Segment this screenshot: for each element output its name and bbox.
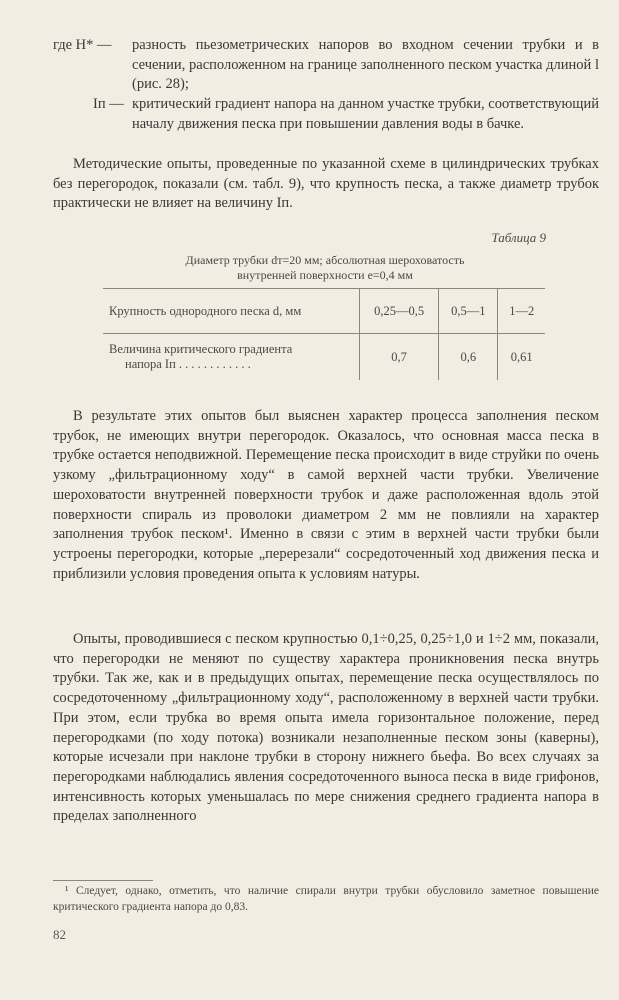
definitions-block [53, 36, 599, 135]
table-row-label-line: Величина критического градиента [109, 342, 293, 356]
footnote: ¹ Следует, однако, отметить, что наличие спирали внутри трубки обусловило заметное повышение критического градиента напора до 0,83. [53, 885, 599, 913]
table-header-line: внутренней поверхности e=0,4 мм [237, 268, 413, 282]
table-row-label-line: напора Iп . . . . . . . . . . . . [125, 357, 251, 371]
table-caption: Таблица 9 [491, 230, 546, 245]
definition-h-star [53, 36, 599, 95]
page-number: 82 [53, 927, 66, 942]
table-row [103, 289, 545, 334]
table-cell: 0,5—1 [439, 289, 498, 334]
definition-label: где H* — [53, 37, 112, 53]
table-header [110, 253, 540, 283]
definition-label: Iп — [93, 96, 124, 113]
table-cell: 0,7 [360, 334, 439, 381]
definition-text: разность пьезометрических напоров во входном сечении трубки и в сечении, расположенном на границе заполненного песком участка длиной l (рис. 28); [132, 37, 599, 93]
footnote-rule [53, 880, 153, 881]
paragraph-1: Методические опыты, проведенные по указанной схеме в цилиндрических трубках без перегородок, показали (см. табл. 9), что крупность песка, а также диаметр трубок практически не влияет на величину Iп. [53, 156, 599, 212]
table-row [103, 334, 545, 381]
table-cell: 0,25—0,5 [360, 289, 439, 334]
table-row-label [103, 334, 360, 381]
definition-i-p [53, 95, 599, 134]
data-table [103, 288, 545, 380]
paragraph-3: Опыты, проводившиеся с песком крупностью 0,1÷0,25, 0,25÷1,0 и 1÷2 мм, показали, что перегородки не меняют по существу характера проникновения песка внутрь трубки. Так же, как и в предыдущих опытах, перемещение песка осуществлялось по сосредоточенному „фильтрационному ходу“, расположенному в верхней части трубки. При этом, если трубка во время опыта имела горизонтальное положение, перед перегородками (по ходу потока) возникали незаполненные песком зоны (каверны), которые исчезали при наклоне трубки в сторону нижнего бьефа. Во всех случаях за перегородками наблюдались явления сосредоточенного выноса песка в виде грифонов, интенсивность которых уменьшалась по мере снижения среднего градиента напора в пределах заполненного [53, 631, 599, 825]
table-cell: 0,61 [498, 334, 545, 381]
table-cell: 1—2 [498, 289, 545, 334]
paragraph-2: В результате этих опытов был выяснен характер процесса заполнения песком трубок, не имеющих внутри перегородок. Оказалось, что основная масса песка в трубке остается неподвижной. Перемещение песка происходит в виде струйки по очень узкому „фильтрационному ходу“ в самой верхней части трубки. Увеличение шероховатости внутренней поверхности трубок и даже расположенная вдоль этой поверхности спираль из проволоки диаметром 2 мм не повлияли на характер заполнения трубок песком¹. Именно в связи с этим в верхней части трубки были устроены перегородки, которые „перерезали“ сосредоточенный ход движения песка и приблизили условия проведения опыта к условиям натуры. [53, 408, 599, 582]
table-cell: 0,6 [439, 334, 498, 381]
table-row-label: Крупность однородного песка d, мм [103, 289, 360, 334]
table-header-line: Диаметр трубки dт=20 мм; абсолютная шероховатость [185, 253, 465, 267]
definition-text: критический градиент напора на данном участке трубки, соответствующий началу движения песка при повышении давления воды в бачке. [132, 96, 599, 132]
